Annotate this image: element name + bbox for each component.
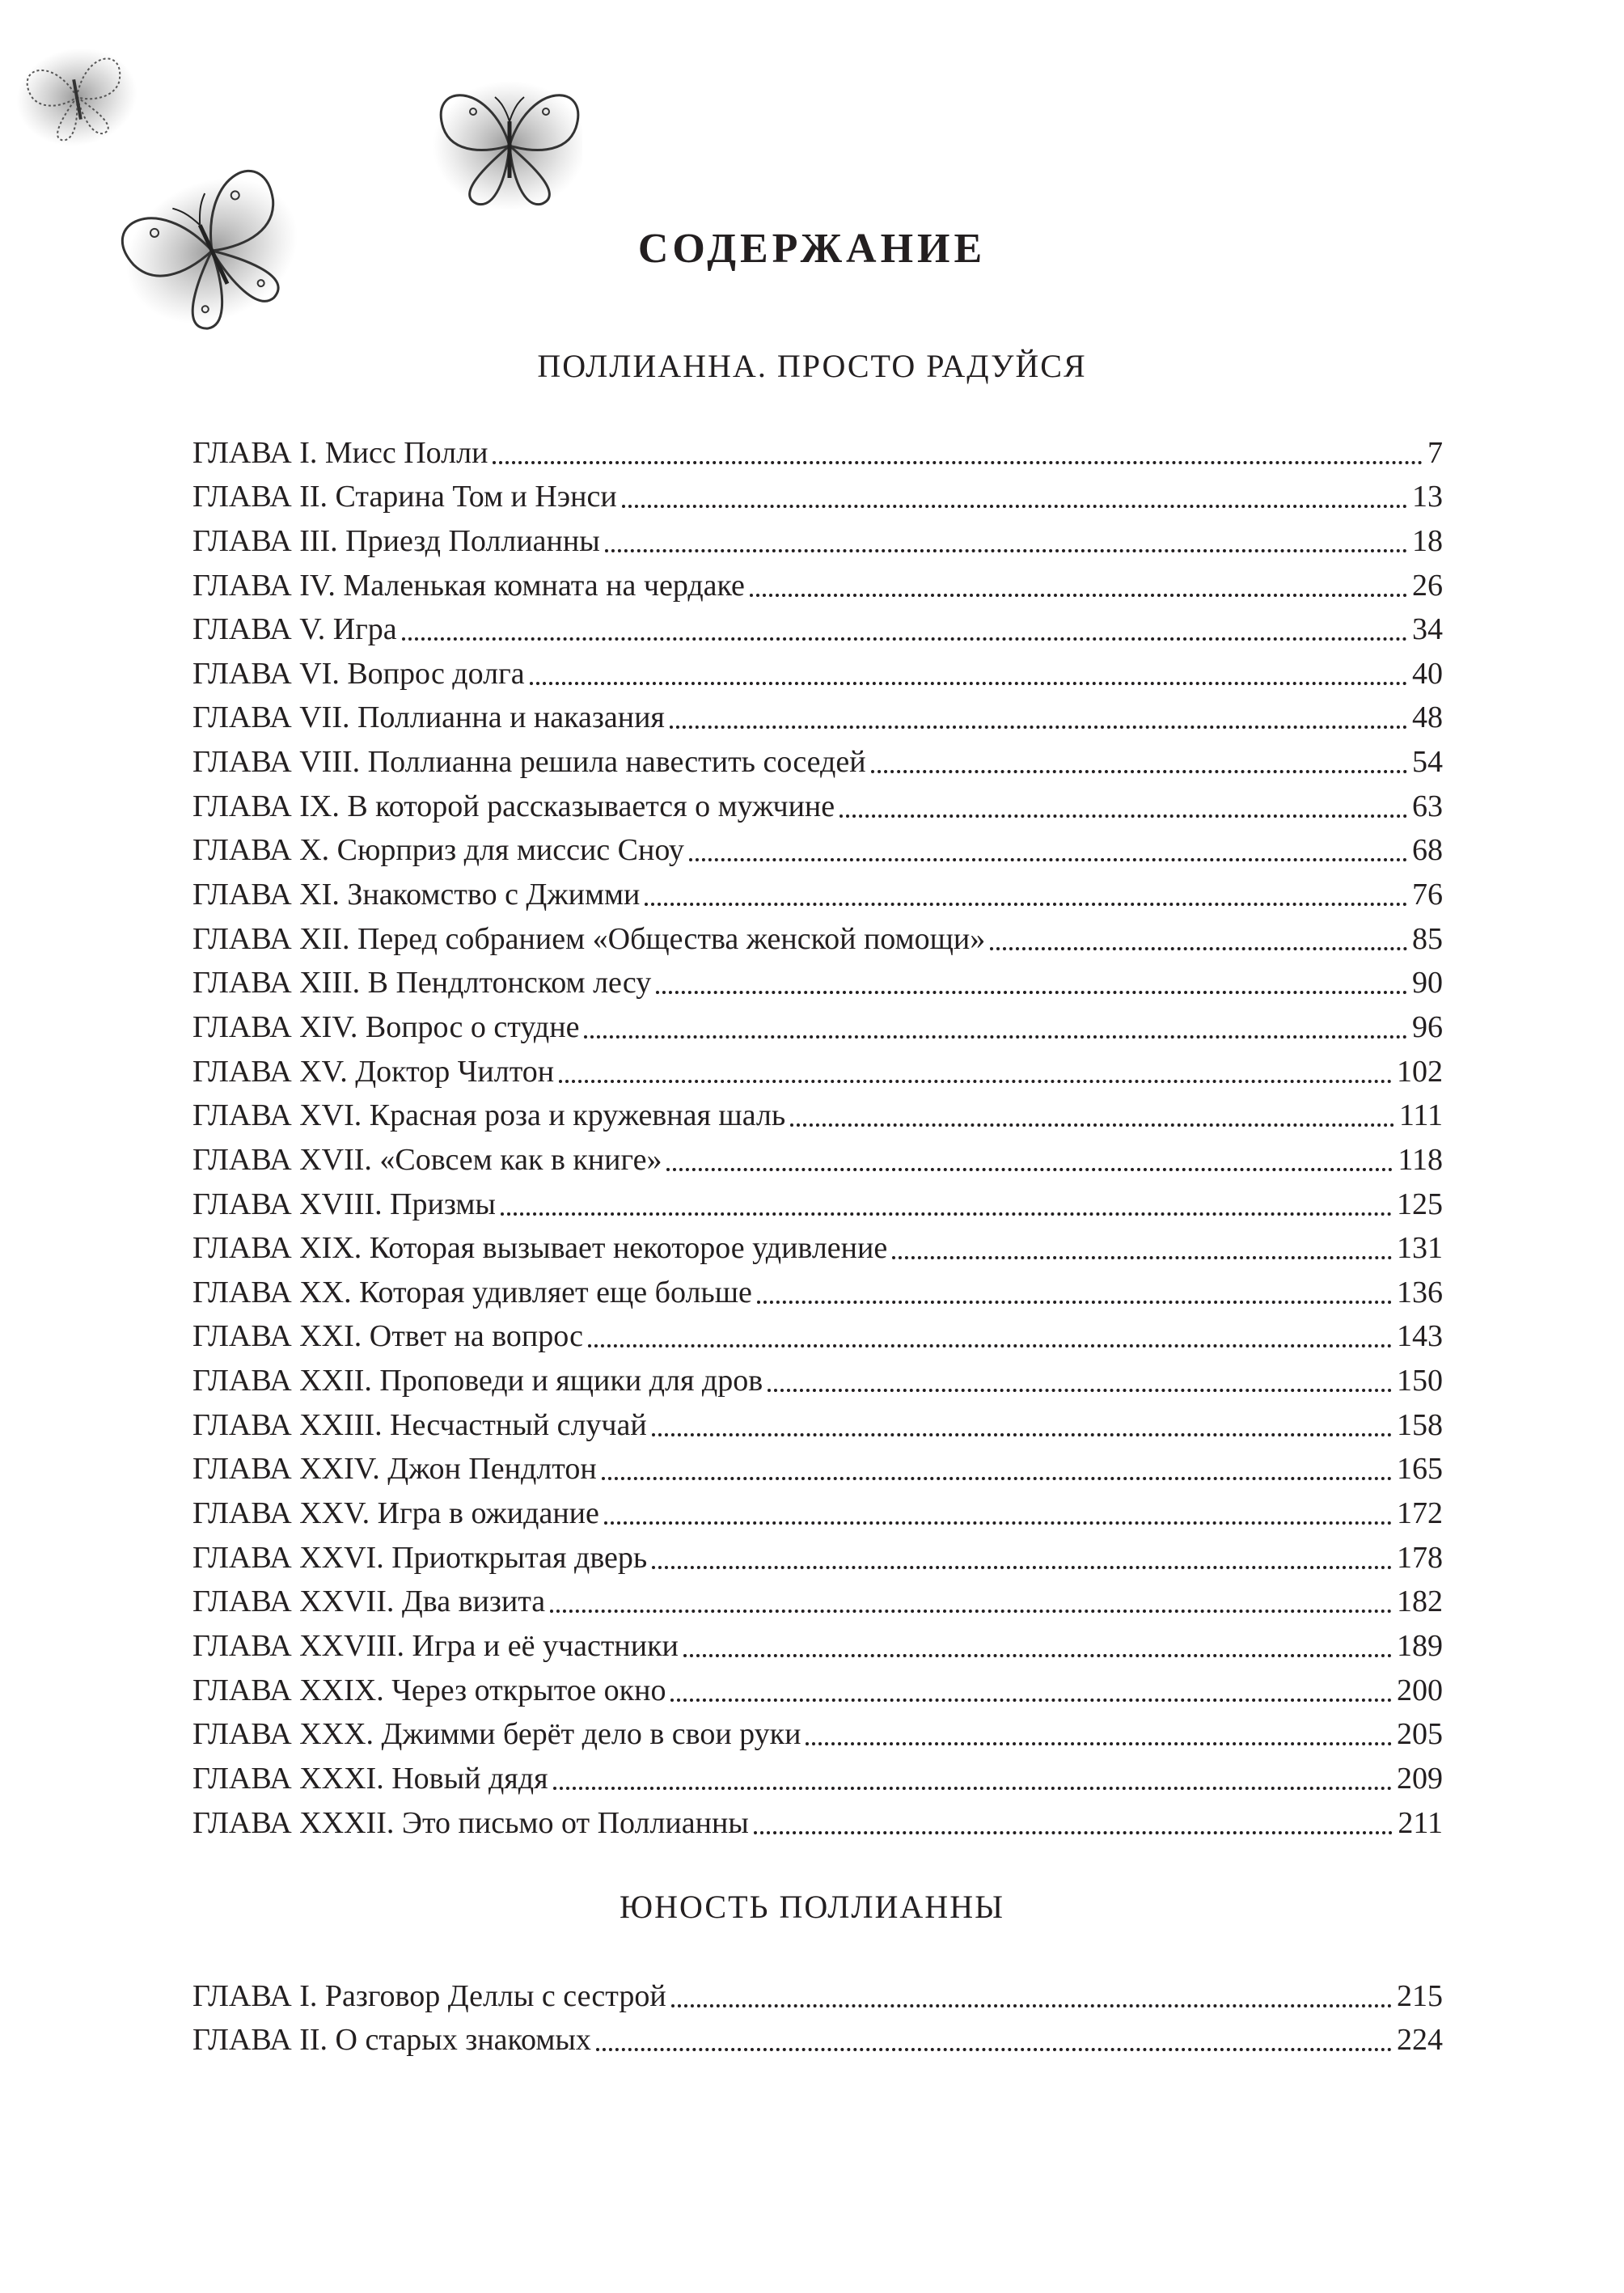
- toc-entry-label: ГЛАВА XXVI. Приоткрытая дверь: [192, 1540, 648, 1575]
- toc-entry-label: ГЛАВА XXIV. Джон Пендлтон: [192, 1452, 597, 1487]
- toc-entry-label: ГЛАВА XXIII. Несчастный случай: [192, 1407, 647, 1442]
- dot-leader: [671, 2004, 1392, 2007]
- dot-leader: [750, 594, 1407, 597]
- toc-entry-page-number: 102: [1397, 1054, 1443, 1089]
- toc-entry-label: ГЛАВА XIV. Вопрос о студне: [192, 1009, 580, 1044]
- dot-leader: [689, 858, 1407, 861]
- dot-leader: [402, 637, 1407, 641]
- toc-entry-page-number: 63: [1412, 789, 1443, 823]
- toc-entry-page-number: 205: [1397, 1717, 1443, 1752]
- toc-entry[interactable]: [192, 872, 1443, 916]
- toc-entry[interactable]: [192, 1270, 1443, 1314]
- toc-entry-page-number: 165: [1397, 1452, 1443, 1487]
- toc-entry-page-number: 172: [1397, 1496, 1443, 1531]
- toc-entry-label: ГЛАВА IX. В которой рассказывается о мужчине: [192, 789, 835, 823]
- toc-entry[interactable]: [192, 1226, 1443, 1271]
- toc-entry-page-number: 200: [1397, 1673, 1443, 1707]
- dot-leader: [553, 1787, 1392, 1790]
- toc-entry-label: ГЛАВА XXI. Ответ на вопрос: [192, 1319, 584, 1354]
- butterfly-icon: [9, 39, 146, 155]
- toc-entry-page-number: 90: [1412, 966, 1443, 1001]
- dot-leader: [604, 1521, 1392, 1525]
- dot-leader: [790, 1123, 1394, 1127]
- toc-entry-label: ГЛАВА XXXII. Это письмо от Поллианны: [192, 1805, 749, 1840]
- toc-entry-label: ГЛАВА XXV. Игра в ожидание: [192, 1496, 599, 1531]
- toc-entry-label: ГЛАВА XV. Доктор Чилтон: [192, 1054, 555, 1089]
- toc-entry-page-number: 7: [1427, 435, 1443, 470]
- toc-entry-page-number: 96: [1412, 1009, 1443, 1044]
- toc-entry[interactable]: [192, 1668, 1443, 1712]
- toc-entry[interactable]: [192, 1756, 1443, 1800]
- toc-entry-page-number: 40: [1412, 656, 1443, 691]
- toc-entry-page-number: 178: [1397, 1540, 1443, 1575]
- toc-list-2: [192, 1974, 1443, 2062]
- toc-entry[interactable]: [192, 961, 1443, 1005]
- toc-entry[interactable]: [192, 1491, 1443, 1535]
- dot-leader: [670, 1699, 1392, 1702]
- toc-entry-label: ГЛАВА XVI. Красная роза и кружевная шаль: [192, 1098, 786, 1133]
- toc-entry-label: ГЛАВА IV. Маленькая комната на чердаке: [192, 568, 745, 603]
- dot-leader: [559, 1080, 1392, 1083]
- dot-leader: [550, 1610, 1392, 1613]
- toc-entry-label: ГЛАВА VI. Вопрос долга: [192, 656, 525, 691]
- dot-leader: [584, 1035, 1407, 1039]
- dot-leader: [501, 1212, 1392, 1216]
- dot-leader: [652, 1433, 1392, 1436]
- toc-entry-page-number: 76: [1412, 878, 1443, 912]
- toc-entry-page-number: 54: [1412, 745, 1443, 780]
- toc-entry[interactable]: [192, 1535, 1443, 1580]
- toc-entry-label: ГЛАВА VII. Поллианна и наказания: [192, 700, 665, 735]
- toc-entry[interactable]: [192, 1005, 1443, 1049]
- toc-entry-page-number: 118: [1398, 1142, 1443, 1177]
- toc-entry-page-number: 211: [1398, 1805, 1443, 1840]
- toc-entry-label: ГЛАВА XXIX. Через открытое окно: [192, 1673, 666, 1707]
- toc-entry-page-number: 215: [1397, 1978, 1443, 2013]
- toc-entry-page-number: 125: [1397, 1187, 1443, 1221]
- toc-entry-label: ГЛАВА V. Игра: [192, 612, 397, 647]
- toc-entry[interactable]: [192, 607, 1443, 652]
- toc-entry-label: ГЛАВА XIX. Которая вызывает некоторое удивление: [192, 1231, 888, 1266]
- toc-entry[interactable]: [192, 430, 1443, 475]
- toc-entry-page-number: 13: [1412, 480, 1443, 514]
- toc-entry-label: ГЛАВА XX. Которая удивляет еще больше: [192, 1275, 752, 1309]
- toc-entry[interactable]: [192, 563, 1443, 607]
- toc-entry-page-number: 111: [1398, 1098, 1443, 1133]
- toc-entry-page-number: 189: [1397, 1628, 1443, 1663]
- dot-leader: [871, 770, 1407, 773]
- toc-entry-label: ГЛАВА XVII. «Совсем как в книге»: [192, 1142, 662, 1177]
- dot-leader: [652, 1566, 1392, 1569]
- toc-entry[interactable]: [192, 1094, 1443, 1138]
- dot-leader: [990, 947, 1407, 950]
- dot-leader: [757, 1301, 1392, 1304]
- toc-entry-label: ГЛАВА I. Мисс Полли: [192, 435, 488, 470]
- toc-entry-label: ГЛАВА III. Приезд Поллианны: [192, 523, 600, 558]
- toc-entry[interactable]: [192, 1447, 1443, 1491]
- toc-entry-label: ГЛАВА XXVIII. Игра и её участники: [192, 1628, 679, 1663]
- toc-entry[interactable]: [192, 1358, 1443, 1402]
- toc-entry[interactable]: [192, 475, 1443, 519]
- dot-leader: [645, 903, 1407, 906]
- toc-entry[interactable]: [192, 1137, 1443, 1182]
- toc-entry[interactable]: [192, 1712, 1443, 1757]
- dot-leader: [602, 1477, 1392, 1480]
- toc-entry-label: ГЛАВА XIII. В Пендлтонском лесу: [192, 966, 652, 1001]
- toc-entry[interactable]: [192, 1314, 1443, 1359]
- toc-entry-label: ГЛАВА VIII. Поллианна решила навестить соседей: [192, 745, 866, 780]
- dot-leader: [683, 1654, 1392, 1657]
- toc-entry[interactable]: [192, 784, 1443, 828]
- toc-entry-page-number: 143: [1397, 1319, 1443, 1354]
- dot-leader: [754, 1831, 1394, 1834]
- toc-entry[interactable]: [192, 1182, 1443, 1226]
- toc-entry-label: ГЛАВА XII. Перед собранием «Общества женской помощи»: [192, 921, 986, 956]
- toc-entry[interactable]: [192, 1049, 1443, 1094]
- toc-entry[interactable]: [192, 651, 1443, 696]
- toc-entry[interactable]: [192, 1623, 1443, 1668]
- toc-entry[interactable]: [192, 1580, 1443, 1624]
- toc-entry-page-number: 136: [1397, 1275, 1443, 1309]
- toc-entry-label: ГЛАВА XXXI. Новый дядя: [192, 1761, 548, 1796]
- toc-entry[interactable]: [192, 916, 1443, 961]
- dot-leader: [768, 1389, 1392, 1392]
- section-title-1: ПОЛЛИАННА. ПРОСТО РАДУЙСЯ: [537, 348, 1087, 384]
- toc-list-1: [192, 430, 1443, 1845]
- toc-entry[interactable]: [192, 696, 1443, 740]
- toc-entry-page-number: 150: [1397, 1364, 1443, 1398]
- toc-entry-page-number: 224: [1397, 2023, 1443, 2058]
- toc-entry[interactable]: [192, 518, 1443, 563]
- dot-leader: [596, 2048, 1392, 2051]
- toc-entry-label: ГЛАВА I. Разговор Деллы с сестрой: [192, 1978, 666, 2013]
- toc-entry-label: ГЛАВА X. Сюрприз для миссис Сноу: [192, 833, 684, 868]
- dot-leader: [839, 814, 1407, 818]
- dot-leader: [806, 1742, 1392, 1745]
- toc-entry-label: ГЛАВА XXVII. Два визита: [192, 1584, 546, 1619]
- toc-entry-page-number: 34: [1412, 612, 1443, 647]
- toc-entry[interactable]: [192, 739, 1443, 784]
- toc-entry-page-number: 48: [1412, 700, 1443, 735]
- toc-entry[interactable]: [192, 1402, 1443, 1447]
- dot-leader: [622, 505, 1407, 508]
- dot-leader: [588, 1344, 1392, 1347]
- toc-entry[interactable]: [192, 2018, 1443, 2062]
- toc-entry-page-number: 131: [1397, 1231, 1443, 1266]
- section-title-2: ЮНОСТЬ ПОЛЛИАННЫ: [620, 1889, 1004, 1925]
- dot-leader: [605, 549, 1407, 552]
- toc-entry-page-number: 18: [1412, 523, 1443, 558]
- dot-leader: [892, 1256, 1392, 1259]
- butterfly-icon: [433, 81, 582, 210]
- dot-leader: [530, 682, 1407, 685]
- butterfly-decoration: [0, 0, 582, 356]
- dot-leader: [670, 726, 1407, 729]
- toc-entry[interactable]: [192, 1974, 1443, 2018]
- toc-entry[interactable]: [192, 1800, 1443, 1845]
- toc-entry-label: ГЛАВА XVIII. Призмы: [192, 1187, 496, 1221]
- toc-entry-page-number: 182: [1397, 1584, 1443, 1619]
- toc-entry-page-number: 209: [1397, 1761, 1443, 1796]
- toc-entry-page-number: 68: [1412, 833, 1443, 868]
- dot-leader: [493, 461, 1423, 464]
- toc-entry-page-number: 26: [1412, 568, 1443, 603]
- page-title: СОДЕРЖАНИЕ: [637, 226, 987, 272]
- toc-entry[interactable]: [192, 828, 1443, 873]
- dot-leader: [656, 991, 1407, 994]
- toc-entry-label: ГЛАВА XXX. Джимми берёт дело в свои руки: [192, 1717, 801, 1752]
- toc-entry-page-number: 158: [1397, 1407, 1443, 1442]
- dot-leader: [666, 1168, 1393, 1171]
- toc-entry-label: ГЛАВА II. О старых знакомых: [192, 2023, 591, 2058]
- toc-entry-label: ГЛАВА XXII. Проповеди и ящики для дров: [192, 1364, 763, 1398]
- toc-entry-label: ГЛАВА II. Старина Том и Нэнси: [192, 480, 617, 514]
- toc-entry-label: ГЛАВА XI. Знакомство с Джимми: [192, 878, 641, 912]
- toc-entry-page-number: 85: [1412, 921, 1443, 956]
